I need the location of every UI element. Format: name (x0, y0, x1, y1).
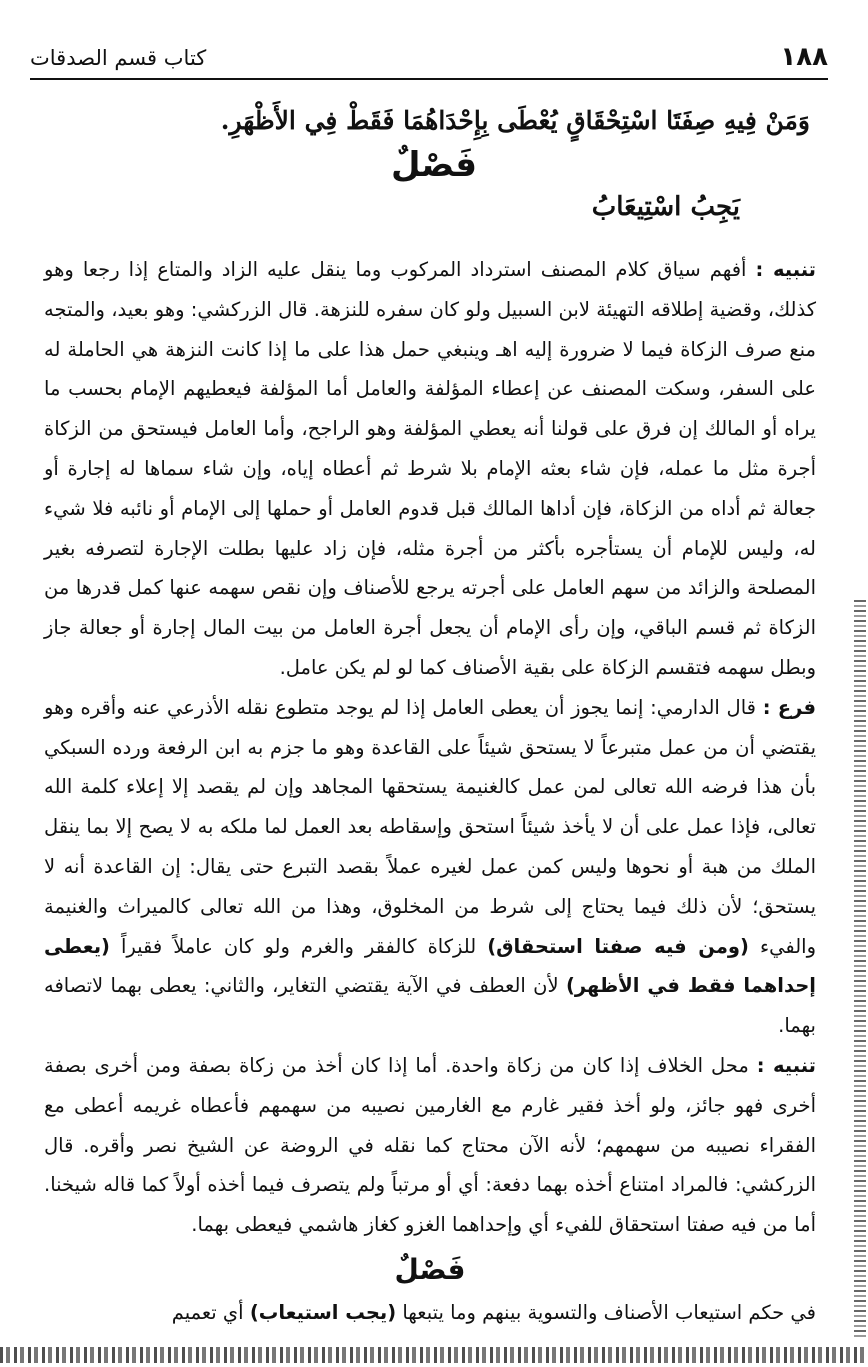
paragraph-text: أفهم سياق كلام المصنف استرداد المركوب وما ينقل عليه الزاد والمتاع إذا رجعا وهو كذلك، وقضية إطلاقه التهيئة لابن السبيل ولو كان سفره للنزهة. قال الزركشي: وهو بعيد، والمتجه منع صرف الزكاة فيما لا ضرورة إليه اهـ وينبغي حمل هذا على ما إذا كانت النزهة هي الحاملة له على السفر، وسكت المصنف عن إعطاء المؤلفة والعامل أما المؤلفة فيعطيهم الإمام بحسب ما يراه أو المالك إن فرق على قولنا أنه يعطي المؤلفة وهو الراجح، وأما العامل فيستحق من الزكاة أجرة مثل ما عمله، فإن شاء بعثه الإمام بلا شرط ثم أعطاه إياه، وإن شاء سماها له إجارة أو جعالة ثم أداه من الزكاة، فإن أداها المالك قبل قدوم العامل أو حملها إلى الإمام أو نائبه فلا شيء له، وليس للإمام أن يستأجره بأكثر من أجرة مثله، فإن زاد عليها بطلت الإجارة لتصرفه بغير المصلحة والزائد من سهم العامل على أجرته يرجع للأصناف وإن نقص سهمه عنها كمل قدرها من الزكاة ثم قسم الباقي، وإن رأى الإمام أن يجعل أجرة العامل من بيت المال إجارة أو جعالة جاز وبطل سهمه فتقسم الزكاة على بقية الأصناف كما لو لم يكن عامل. (44, 258, 816, 679)
paragraph-text: أي تعميم (171, 1300, 250, 1324)
matn-quote: (ومن فيه صفتا استحقاق) (487, 934, 749, 958)
section-heading: فَصْلٌ (390, 145, 478, 185)
matn-text: وَمَنْ فِيهِ صِفَتَا اسْتِحْقَاقٍ يُعْطَى بِإِحْدَاهُمَا فَقَطْ فِي الأَظْهَرِ. (220, 106, 810, 135)
section-subheading: يَجِبُ اسْتِيعَابُ (591, 192, 740, 222)
paragraph-label: تنبيه : (755, 258, 816, 281)
paragraph-label: فرع : (762, 695, 817, 719)
paragraph-tanbih-2 (44, 1046, 816, 1245)
paragraph-label: تنبيه : (756, 1053, 816, 1077)
decorative-border-bottom (0, 1347, 868, 1363)
paragraph-text: لأن العطف في الآية يقتضي التغاير، والثاني: يعطى بهما لاتصافه بهما. (44, 974, 816, 1038)
paragraph-text: للزكاة كالفقر والغرم ولو كان عاملاً فقيراً (109, 934, 488, 958)
paragraph-text: محل الخلاف إذا كان من زكاة واحدة. أما إذا كان أخذ من زكاة بصفة ومن أخرى بصفة أخرى فهو جائز، ولو أخذ فقير غارم مع الغارمين نصيبه من سهمهم فأعطاه غريمه أعطى مع الفقراء نصيبه من سهمهم؛ لأنه الآن محتاج كما نقله في الروضة عن الشيخ نصر وأقره. قال الزركشي: فالمراد امتناع أخذه بهما دفعة: أي أو مرتباً ولم يتصرف فيما أخذه أولاً كما قاله شيخنا. أما من فيه صفتا استحقاق للفيء أي وإحداهما الغزو كغاز هاشمي فيعطى بهما. (44, 1053, 816, 1237)
paragraph-text: في حكم استيعاب الأصناف والتسوية بينهم وما يتبعها (396, 1300, 816, 1324)
book-title: كتاب قسم الصدقات (30, 46, 207, 70)
paragraph-far (44, 688, 816, 1046)
paragraph-last-line (44, 1293, 816, 1333)
page-header (30, 38, 828, 80)
matn-quote: (يعطى إحداهما فقط في الأظهر) (44, 934, 816, 998)
decorative-border-right (854, 600, 866, 1340)
commentary-body (44, 250, 816, 1333)
section-heading-2: فَصْلٌ (394, 1252, 466, 1286)
page-number: ١٨٨ (780, 42, 828, 72)
paragraph-text: قال الدارمي: إنما يجوز أن يعطى العامل إذا لم يوجد متطوع نقله الأذرعي عنه وأقره وهو يقتضي أن من عمل متبرعاً لا يستحق شيئاً على القاعدة وهو ما جزم به ابن الرفعة ورده السبكي بأن هذا فرضه الله تعالى لمن عمل كالغنيمة يستحقها المجاهد وإن لم يقصد إلا إعلاء كلمة الله تعالى، فإذا عمل على أن لا يأخذ شيئاً استحق وإسقاطه بعد العمل لما ملكه به لا يصح إلا بما ينقل الملك من هبة أو نحوها وليس كمن عمل لغيره عملاً بقصد التبرع حتى يقال: إن القاعدة أنه لا يستحق؛ لأن ذلك فيما يحتاج إلى شرط من المخلوق، وهذا من الله تعالى كالميراث والغنيمة والفيء (44, 695, 817, 958)
matn-quote: (يجب استيعاب) (249, 1300, 397, 1324)
paragraph-tanbih-1 (44, 250, 816, 688)
